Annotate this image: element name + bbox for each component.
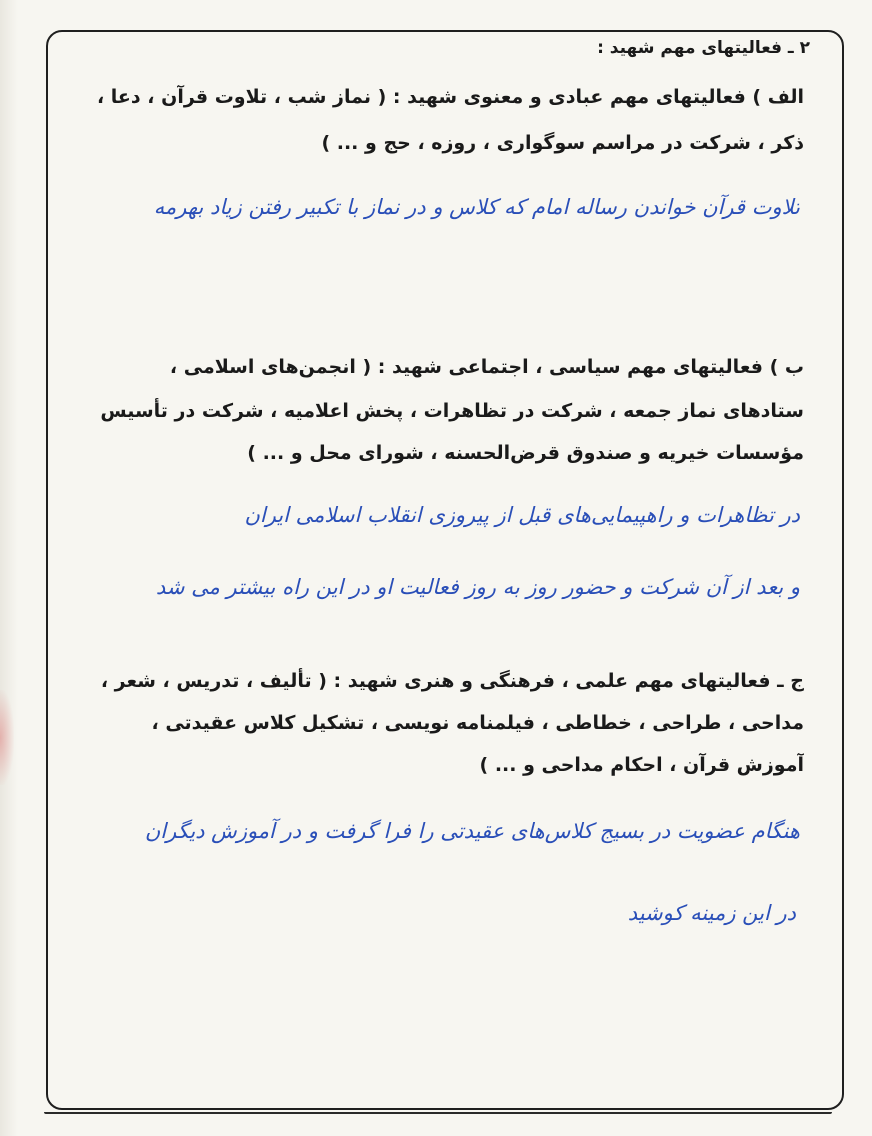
answer-a-line-1: تلاوت قرآن خواندن رساله امام که کلاس و در نماز با تکبیر رفتن زیاد بهرمه [153,195,800,219]
paper-stain [0,690,14,785]
question-a-line-1: الف ) فعالیتهای مهم عبادی و معنوی شهید : ( نماز شب ، تلاوت قرآن ، دعا ، [96,86,804,108]
question-b-line-3: مؤسسات خیریه و صندوق قرض‌الحسنه ، شورای محل و ... ) [247,442,804,464]
scan-edge [0,0,18,1136]
answer-c-line-2: در این زمینه کوشید [627,901,796,925]
answer-b-line-1: در تظاهرات و راهپیمایی‌های قبل از پیروزی انقلاب اسلامی ایران [244,503,800,527]
question-a-line-2: ذکر ، شرکت در مراسم سوگواری ، روزه ، حج و ... ) [321,132,804,154]
question-c-line-3: آموزش قرآن ، احکام مداحی و ... ) [479,754,804,776]
answer-c-line-1: هنگام عضویت در بسیج کلاس‌های عقیدتی را فرا گرفت و در آموزش دیگران [144,819,800,843]
question-c-line-1: ج ـ فعالیتهای مهم علمی ، فرهنگی و هنری شهید : ( تألیف ، تدریس ، شعر ، [100,670,804,692]
question-b-line-1: ب ) فعالیتهای مهم سیاسی ، اجتماعی شهید : ( انجمن‌های اسلامی ، [169,356,804,378]
question-b-line-2: ستادهای نماز جمعه ، شرکت در تظاهرات ، پخش اعلامیه ، شرکت در تأسیس [100,400,804,422]
section-header: ۲ ـ فعالیتهای مهم شهید : [597,38,810,58]
question-c-line-2: مداحی ، طراحی ، خطاطی ، فیلمنامه نویسی ، تشکیل کلاس عقیدتی ، [151,712,804,734]
answer-b-line-2: و بعد از آن شرکت و حضور روز به روز فعالیت او در این راه بیشتر می شد [155,575,800,599]
